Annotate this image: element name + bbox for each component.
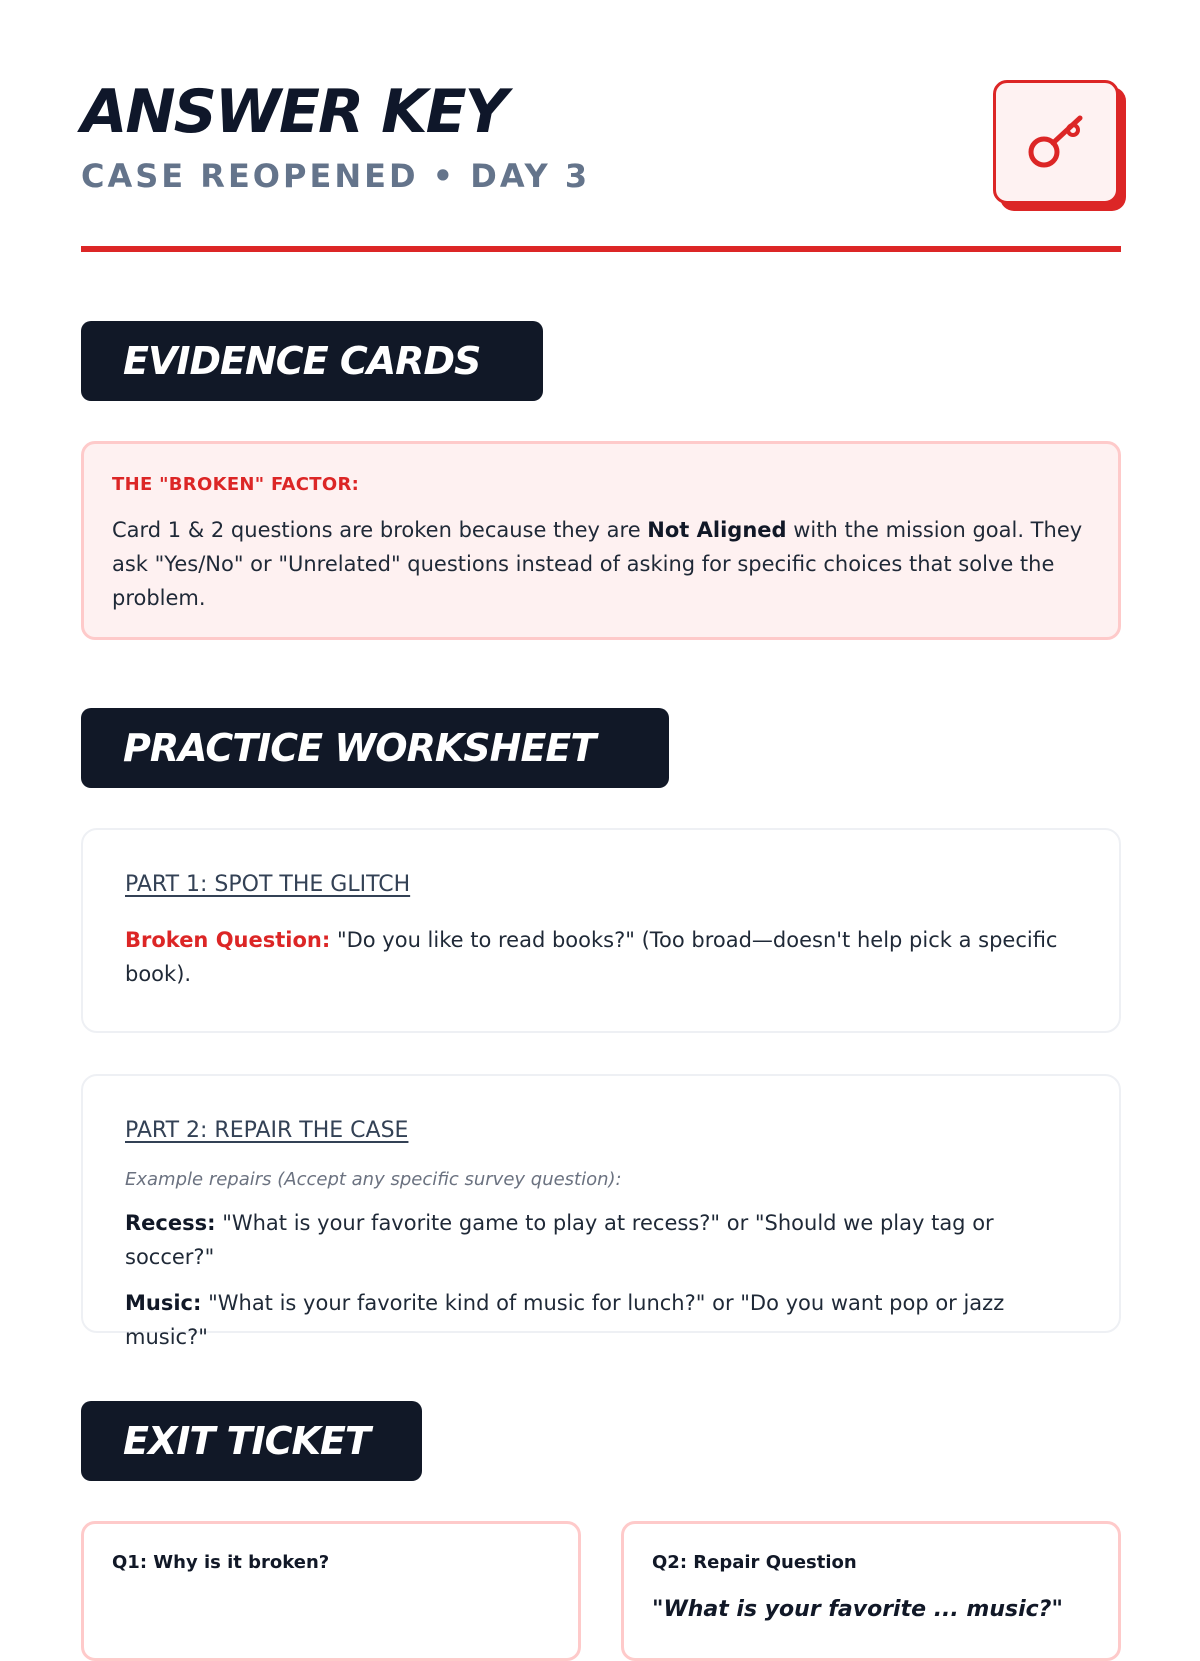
exit-ticket-q2 [621,1521,1121,1661]
callout-text-part: with the mission goal. They ask "Yes/No" or "Unrelated" questions instead of asking for specific choices that solve the problem. [112,518,1083,610]
ticket-answer: "What is your favorite ... music?" [652,1597,1063,1622]
exit-ticket-q1 [81,1521,581,1661]
section-heading-evidence-cards [81,321,543,401]
part1-card [81,828,1121,1033]
page-subtitle: CASE REOPENED • DAY 3 [81,157,591,195]
part1-title: PART 1: SPOT THE GLITCH [125,872,411,897]
broken-factor-callout [81,441,1121,640]
repair-label: Recess: [125,1211,216,1235]
section-heading-label: EVIDENCE CARDS [123,339,481,383]
key-badge [993,80,1119,204]
section-heading-label: EXIT TICKET [123,1419,370,1463]
callout-label: THE "BROKEN" FACTOR: [112,474,360,495]
page-title: ANSWER KEY [81,77,507,147]
repair-text: "What is your favorite kind of music for lunch?" or "Do you want pop or jazz music?" [125,1291,1005,1349]
header-divider [81,246,1121,252]
repair-text: "What is your favorite game to play at recess?" or "Should we play tag or soccer?" [125,1211,994,1269]
section-heading-exit-ticket [81,1401,422,1481]
section-heading-label: PRACTICE WORKSHEET [123,726,596,770]
ticket-question: Q2: Repair Question [652,1552,857,1573]
part2-title: PART 2: REPAIR THE CASE [125,1118,409,1143]
repair-recess [125,1206,1077,1274]
callout-text [112,513,1090,615]
part1-text [125,923,1077,991]
callout-bold-text: Not Aligned [647,518,787,542]
ticket-question: Q1: Why is it broken? [112,1552,330,1573]
part2-card [81,1074,1121,1349]
answer-key-page [81,0,1121,1622]
repair-label: Music: [125,1291,202,1315]
example-note: Example repairs (Accept any specific survey question): [125,1169,622,1190]
key-icon [1024,110,1088,174]
repair-music [125,1286,1077,1354]
callout-text-part: Card 1 & 2 questions are broken because they are [112,518,648,542]
broken-question-label: Broken Question: [125,928,331,952]
section-heading-practice-worksheet [81,708,669,788]
page-header [81,0,1121,256]
broken-question-text: "Do you like to read books?" (Too broad—doesn't help pick a specific book). [125,928,1058,986]
